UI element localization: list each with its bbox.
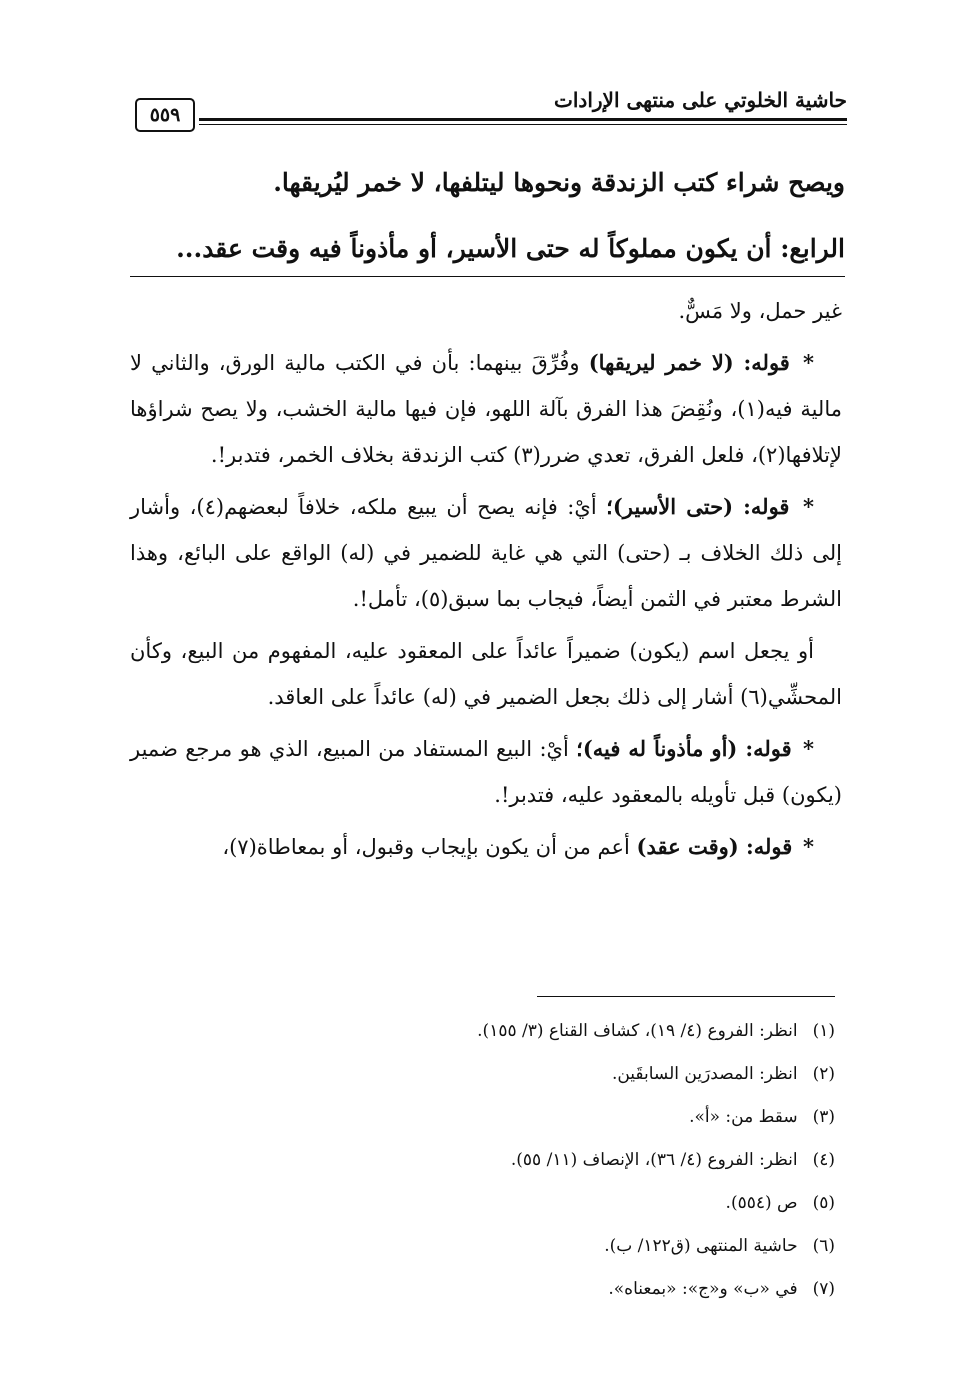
bullet-star: *: [803, 350, 814, 375]
paragraph-lead: قوله: (حتى الأسير)؛: [606, 494, 790, 519]
paragraph-text: وفُرِّقَ بينهما: بأن في الكتب مالية الورق، والثاني لا مالية فيه(١)، ونُقِضَ هذا الفرق بآلة اللهو، فإن فيها مالية الخشب، ولا يصح شراؤها لإتلافها(٢)، فلعل الفرق، تعدي ضرر(٣) كتب الزندقة بخلاف الخمر، فتدبر!.: [130, 351, 842, 467]
footnote-number: (٥): [812, 1193, 835, 1213]
paragraph-lead: قوله: (لا خمر ليريقها): [588, 350, 790, 375]
paragraph-lead: قوله: (وقت عقد): [636, 834, 793, 859]
footnote-text: في «ب» و«ج»: «بمعناه».: [608, 1279, 798, 1299]
footnote-number: (١): [812, 1021, 835, 1041]
paragraph-text: أيْ: فإنه يصح أن يبيع ملكه، خلافاً لبعضهم(٤)، وأشار إلى ذلك الخلاف بـ (حتى) التي هي غاية للضمير في (له) الواقع على البائع، وهذا الشرط معتبر في الثمن أيضاً، فيجاب بما سبق(٥)، تأمل!.: [130, 495, 842, 611]
footnote-number: (٤): [812, 1150, 835, 1170]
footnote-text: انظر: الفروع (٤/ ٣٦)، الإنصاف (١١/ ٥٥).: [510, 1150, 798, 1170]
paragraph-6: [130, 824, 842, 870]
footnote-number: (٣): [812, 1107, 835, 1127]
matn-text: [145, 150, 845, 282]
bullet-star: *: [803, 494, 814, 519]
paragraph-3: [130, 484, 842, 622]
paragraph-lead: قوله: (أو مأذوناً له فيه)؛: [576, 736, 792, 761]
bullet-star: *: [803, 834, 814, 859]
paragraph-1: غير حمل، ولا مَسٌّ.: [678, 299, 842, 323]
footnote-text: انظر: المصدرَين السابقَين.: [611, 1064, 798, 1084]
paragraph-2: [130, 340, 842, 478]
footnote-2: [130, 1053, 835, 1096]
footnote-6: [130, 1225, 835, 1268]
matn-line-2: الرابع: أن يكون مملوكاً له حتى الأسير، أو مأذوناً فيه وقت عقد...: [176, 234, 845, 263]
matn-line-1: ويصح شراء كتب الزندقة ونحوها ليتلفها، لا خمر ليُريقها.: [273, 168, 845, 197]
page-number: ٥٥٩: [135, 98, 195, 132]
bullet-star: *: [802, 736, 814, 761]
paragraph-4: أو يجعل اسم (يكون) ضميراً عائداً على المعقود عليه، المفهوم من البيع، وكأن المحشِّي(٦) أشار إلى ذلك بجعل الضمير في (له) عائداً على العاقد.: [130, 639, 842, 709]
paragraph-text: أعم من أن يكون بإيجاب وقبول، أو بمعاطاة(٧)،: [222, 835, 630, 859]
footnote-7: [130, 1268, 835, 1311]
commentary-body: [130, 288, 842, 876]
footnote-number: (٦): [812, 1236, 835, 1256]
footnote-text: ص (٥٥٤).: [725, 1193, 798, 1213]
footnote-text: حاشية المنتهى (ق١٢٢/ ب).: [604, 1236, 798, 1256]
footnote-number: (٢): [812, 1064, 835, 1084]
footnote-1: [130, 1010, 835, 1053]
footnotes: [130, 1010, 835, 1311]
page-header: [135, 70, 847, 130]
footnote-3: [130, 1096, 835, 1139]
header-rule-thick: [199, 118, 847, 121]
footnote-5: [130, 1182, 835, 1225]
footnote-text: سقط من: «أ».: [689, 1107, 798, 1127]
footnote-4: [130, 1139, 835, 1182]
running-title: حاشية الخلوتي على منتهى الإرادات: [554, 88, 847, 112]
footnote-number: (٧): [812, 1279, 835, 1299]
paragraph-5: [130, 726, 842, 818]
matn-separator: [130, 276, 845, 277]
footnote-separator: [537, 996, 835, 997]
footnote-text: انظر: الفروع (٤/ ١٩)، كشاف القناع (٣/ ١٥٥).: [477, 1021, 798, 1041]
paragraph-text: أيْ: البيع المستفاد من المبيع، الذي هو مرجع ضمير (يكون) قبل تأويله بالمعقود عليه، فتدبر!.: [130, 737, 842, 807]
header-rule-thin: [199, 124, 847, 125]
